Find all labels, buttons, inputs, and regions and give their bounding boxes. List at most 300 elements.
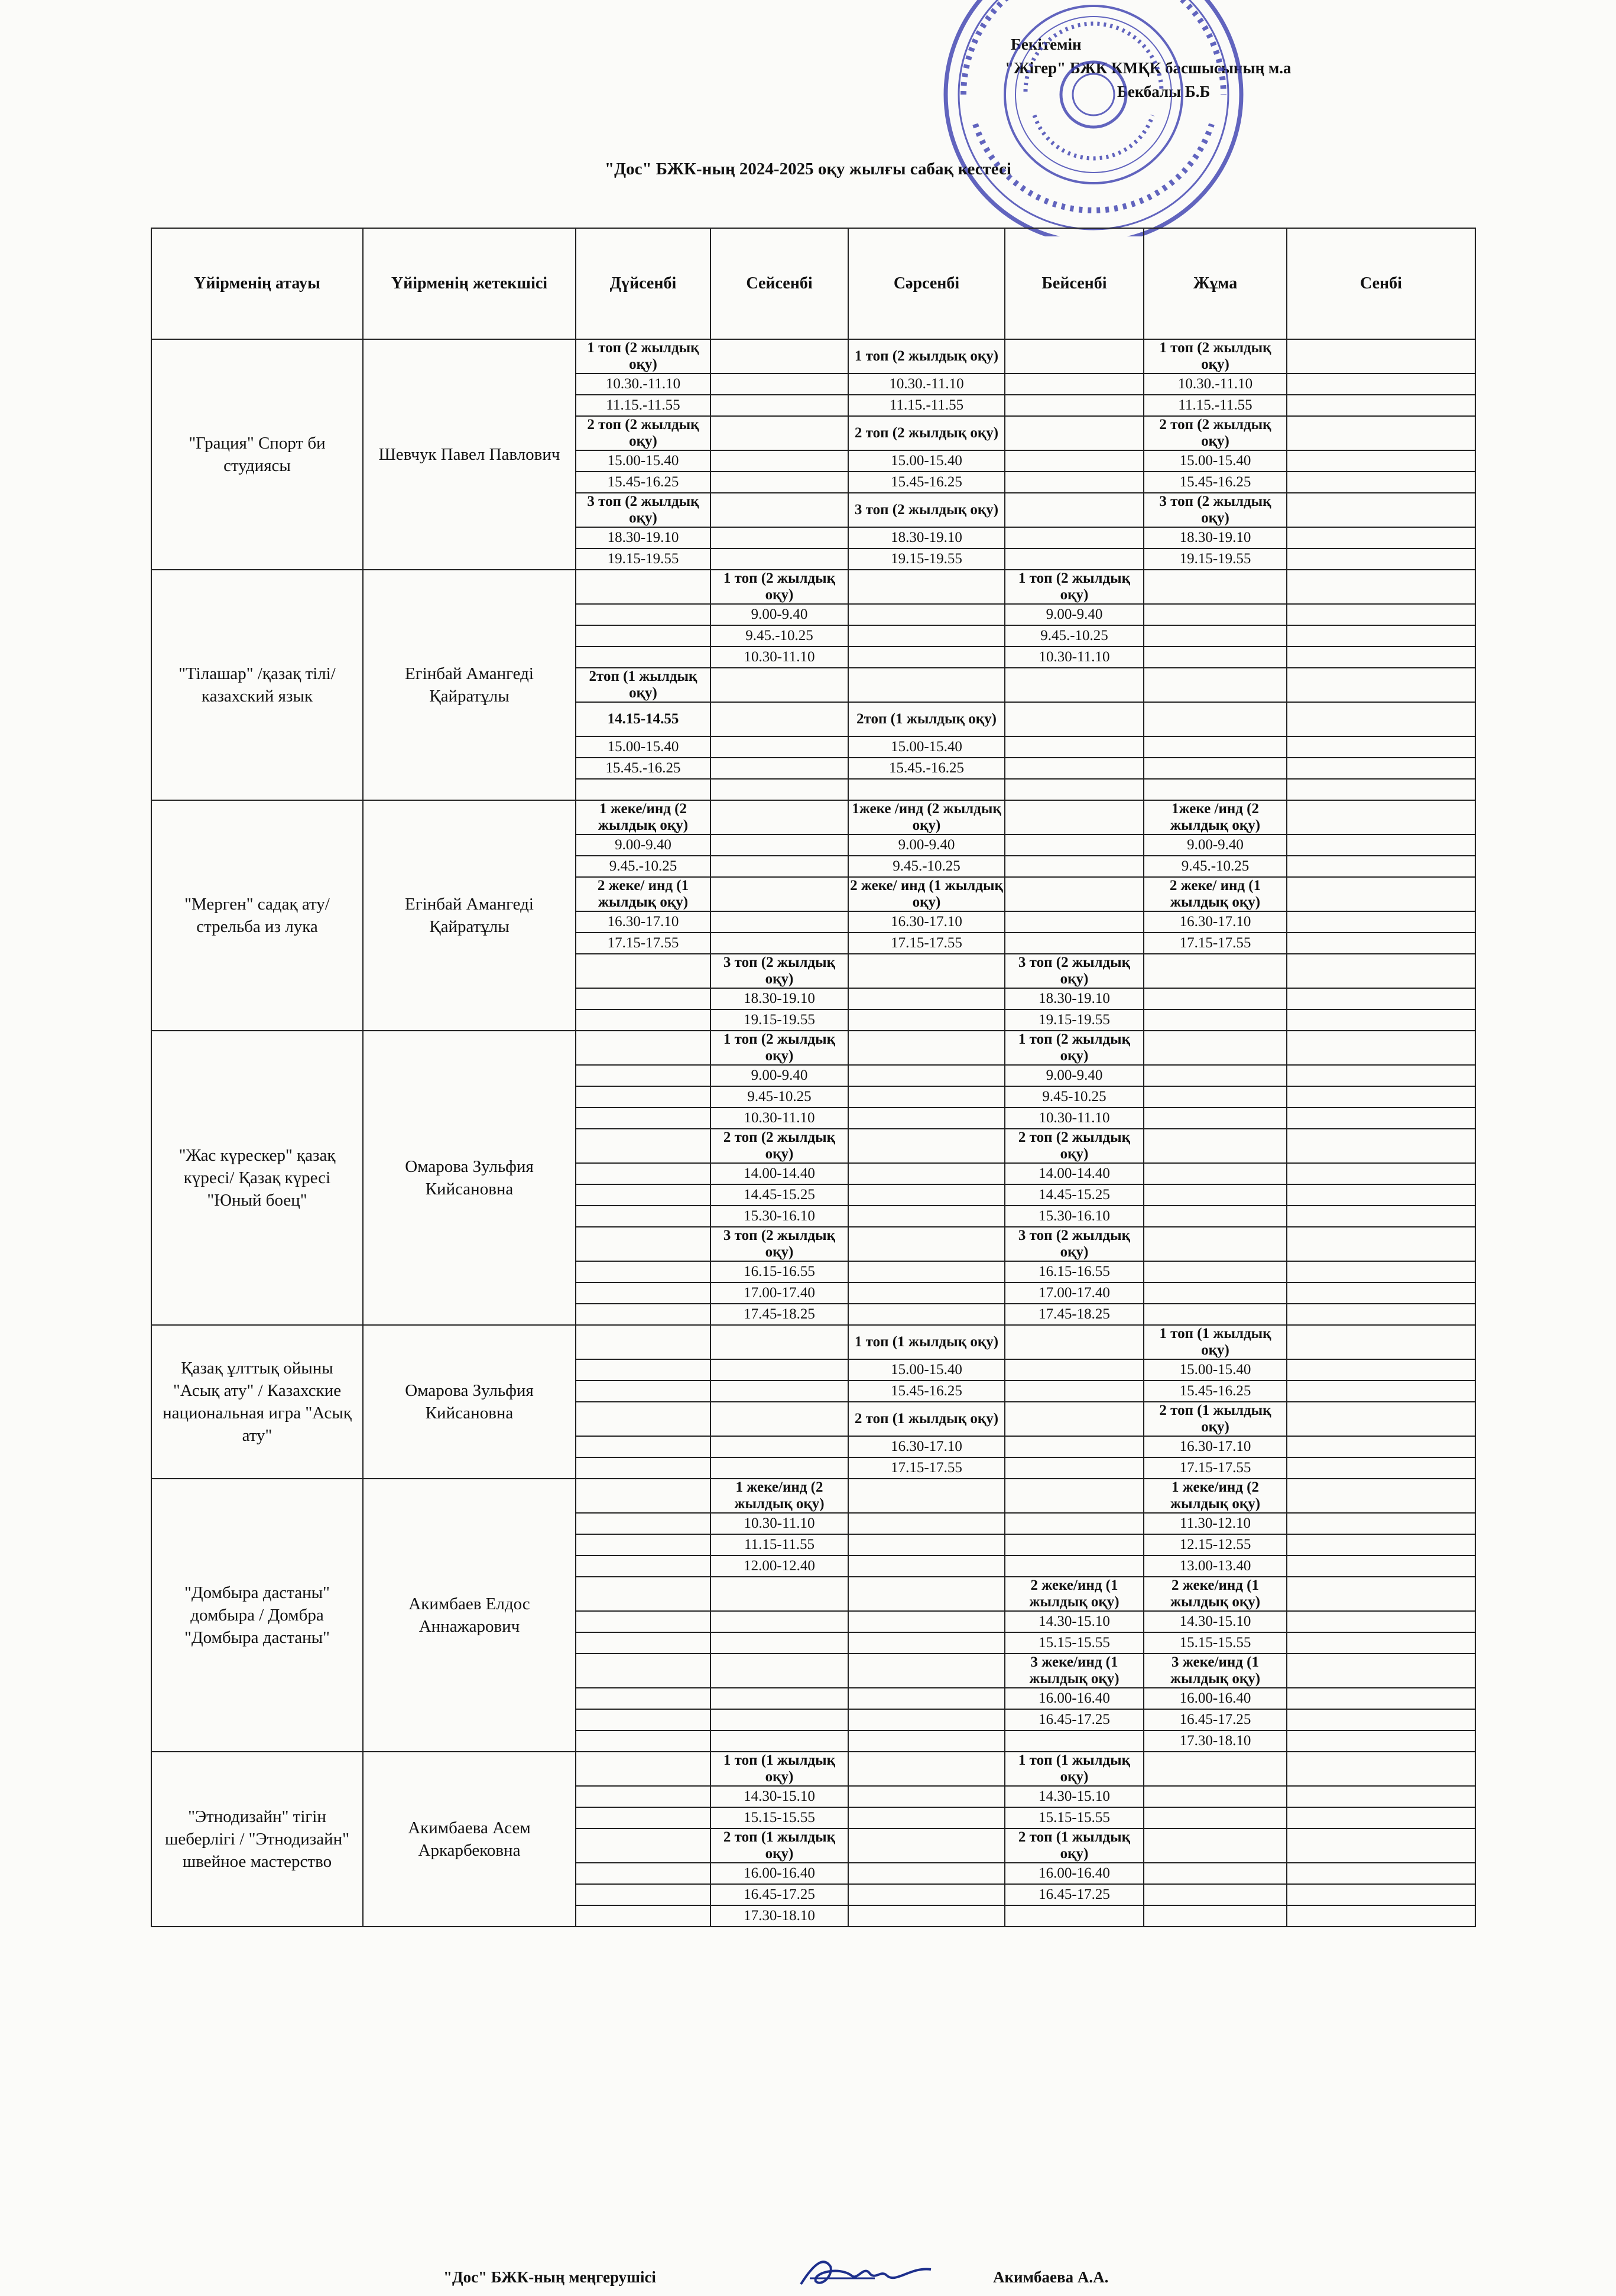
- schedule-cell: 1 топ (2 жылдық оқу): [576, 339, 710, 374]
- schedule-cell: 15.15-15.55: [1005, 1807, 1144, 1829]
- schedule-cell: [1144, 1065, 1287, 1086]
- schedule-cell: 9.00-9.40: [710, 1065, 848, 1086]
- schedule-cell: 17.15-17.55: [576, 933, 710, 954]
- schedule-cell: [1005, 834, 1144, 856]
- schedule-cell: [1287, 625, 1475, 647]
- schedule-cell: [848, 1577, 1005, 1611]
- schedule-cell: [848, 625, 1005, 647]
- schedule-cell: [1287, 395, 1475, 416]
- schedule-cell: [710, 1359, 848, 1381]
- signature-icon: [798, 2255, 934, 2293]
- schedule-cell: [1005, 1555, 1144, 1577]
- schedule-cell: [848, 1709, 1005, 1730]
- schedule-cell: [710, 472, 848, 493]
- schedule-cell: [848, 1786, 1005, 1807]
- schedule-cell: 16.30-17.10: [1144, 911, 1287, 933]
- schedule-cell: 2 топ (1 жылдық оқу): [848, 1402, 1005, 1436]
- schedule-cell: [710, 1436, 848, 1457]
- schedule-cell: [576, 1359, 710, 1381]
- schedule-cell: [1287, 1709, 1475, 1730]
- schedule-cell: [576, 1206, 710, 1227]
- club-leader: Егінбай Амангеді Қайратұлы: [363, 800, 576, 1031]
- schedule-cell: [1287, 1065, 1475, 1086]
- schedule-cell: 18.30-19.10: [1005, 988, 1144, 1009]
- schedule-cell: 15.45.-16.25: [848, 758, 1005, 779]
- schedule-cell: [1287, 1359, 1475, 1381]
- schedule-cell: 1 топ (2 жылдық оқу): [1144, 339, 1287, 374]
- schedule-cell: [1005, 1402, 1144, 1436]
- schedule-cell: [576, 1786, 710, 1807]
- schedule-cell: [848, 1688, 1005, 1709]
- schedule-cell: [1287, 1513, 1475, 1534]
- schedule-cell: [848, 1065, 1005, 1086]
- schedule-cell: 2 топ (2 жылдық оқу): [1005, 1129, 1144, 1163]
- schedule-cell: 1 топ (2 жылдық оқу): [710, 570, 848, 604]
- schedule-cell: [1287, 758, 1475, 779]
- schedule-cell: 9.00-9.40: [710, 604, 848, 625]
- schedule-cell: [1287, 1479, 1475, 1513]
- schedule-cell: [576, 1129, 710, 1163]
- schedule-cell: [848, 988, 1005, 1009]
- schedule-cell: [1144, 1829, 1287, 1863]
- schedule-cell: [1287, 1304, 1475, 1325]
- schedule-cell: 1 топ (2 жылдық оқу): [1005, 570, 1144, 604]
- header-cell: Сәрсенбі: [848, 228, 1005, 339]
- schedule-cell: 15.45.-16.25: [576, 758, 710, 779]
- schedule-cell: [576, 1555, 710, 1577]
- schedule-cell: 17.30-18.10: [710, 1905, 848, 1927]
- schedule-cell: [710, 548, 848, 570]
- schedule-cell: 10.30.-11.10: [1144, 374, 1287, 395]
- schedule-cell: 3 топ (2 жылдық оқу): [1005, 954, 1144, 988]
- schedule-cell: [710, 736, 848, 758]
- schedule-cell: [1005, 1436, 1144, 1457]
- schedule-cell: [1287, 1184, 1475, 1206]
- schedule-cell: 2 жеке/инд (1 жылдық оқу): [1005, 1577, 1144, 1611]
- schedule-cell: 3 жеке/инд (1 жылдық оқу): [1005, 1654, 1144, 1688]
- schedule-cell: 1 топ (2 жылдық оқу): [710, 1031, 848, 1065]
- schedule-cell: 15.00-15.40: [576, 736, 710, 758]
- club-leader: Шевчук Павел Павлович: [363, 339, 576, 570]
- schedule-cell: [1287, 779, 1475, 800]
- schedule-cell: [848, 1282, 1005, 1304]
- schedule-cell: [1144, 1227, 1287, 1261]
- schedule-cell: [710, 527, 848, 548]
- header-cell: Дүйсенбі: [576, 228, 710, 339]
- schedule-cell: 15.15-15.55: [1005, 1632, 1144, 1654]
- schedule-cell: 11.15.-11.55: [1144, 395, 1287, 416]
- schedule-cell: [1287, 988, 1475, 1009]
- schedule-cell: 16.00-16.40: [1144, 1688, 1287, 1709]
- schedule-cell: [1287, 933, 1475, 954]
- schedule-cell: 2топ (1 жылдық оқу): [576, 668, 710, 702]
- schedule-cell: 17.15-17.55: [1144, 933, 1287, 954]
- schedule-cell: 2 жеке/ инд (1 жылдық оқу): [576, 877, 710, 911]
- schedule-cell: [1005, 548, 1144, 570]
- schedule-cell: 16.30-17.10: [848, 911, 1005, 933]
- schedule-cell: 15.00-15.40: [1144, 1359, 1287, 1381]
- schedule-cell: [1287, 954, 1475, 988]
- schedule-cell: 16.45-17.25: [1005, 1884, 1144, 1905]
- schedule-cell: [1287, 416, 1475, 450]
- schedule-cell: 14.30-15.10: [1144, 1611, 1287, 1632]
- schedule-cell: [1287, 1884, 1475, 1905]
- schedule-cell: [576, 647, 710, 668]
- schedule-cell: [848, 1555, 1005, 1577]
- schedule-cell: [848, 1905, 1005, 1927]
- schedule-cell: 14.00-14.40: [710, 1163, 848, 1184]
- schedule-cell: [1287, 911, 1475, 933]
- schedule-cell: [1287, 570, 1475, 604]
- schedule-cell: [576, 1611, 710, 1632]
- schedule-cell: [1005, 1325, 1144, 1359]
- schedule-cell: [848, 1807, 1005, 1829]
- schedule-cell: [1287, 736, 1475, 758]
- schedule-cell: [848, 1654, 1005, 1688]
- schedule-cell: [848, 1227, 1005, 1261]
- schedule-cell: [1144, 1807, 1287, 1829]
- schedule-cell: [710, 1381, 848, 1402]
- schedule-cell: 9.45.-10.25: [1005, 625, 1144, 647]
- schedule-cell: [1287, 1577, 1475, 1611]
- schedule-cell: [848, 1479, 1005, 1513]
- schedule-cell: [848, 1884, 1005, 1905]
- schedule-cell: [848, 1752, 1005, 1786]
- schedule-cell: 19.15-19.55: [848, 548, 1005, 570]
- schedule-cell: 9.00-9.40: [1005, 604, 1144, 625]
- schedule-cell: [1144, 1884, 1287, 1905]
- schedule-cell: 16.00-16.40: [710, 1863, 848, 1884]
- schedule-cell: [1005, 933, 1144, 954]
- schedule-cell: [1287, 548, 1475, 570]
- schedule-cell: [576, 1325, 710, 1359]
- schedule-cell: [848, 1031, 1005, 1065]
- schedule-cell: [1287, 1282, 1475, 1304]
- schedule-cell: [848, 570, 1005, 604]
- schedule-cell: [576, 1479, 710, 1513]
- club-name: "Грация" Спорт би студиясы: [151, 339, 363, 570]
- schedule-cell: 18.30-19.10: [710, 988, 848, 1009]
- schedule-cell: [710, 1457, 848, 1479]
- schedule-cell: [1287, 1227, 1475, 1261]
- schedule-cell: [576, 1577, 710, 1611]
- schedule-cell: 17.30-18.10: [1144, 1730, 1287, 1752]
- schedule-cell: 14.15-14.55: [576, 702, 710, 736]
- schedule-cell: [576, 1730, 710, 1752]
- schedule-cell: [1005, 374, 1144, 395]
- schedule-cell: 15.45-16.25: [576, 472, 710, 493]
- schedule-cell: [1005, 702, 1144, 736]
- table-row: [151, 1031, 1475, 1065]
- schedule-cell: 9.45.-10.25: [576, 856, 710, 877]
- schedule-cell: 3 топ (2 жылдық оқу): [1144, 493, 1287, 527]
- schedule-cell: [1144, 1863, 1287, 1884]
- schedule-cell: [1287, 1807, 1475, 1829]
- schedule-cell: 3 топ (2 жылдық оқу): [576, 493, 710, 527]
- schedule-cell: [710, 1730, 848, 1752]
- schedule-cell: [576, 1752, 710, 1786]
- schedule-cell: 2 топ (1 жылдық оқу): [1005, 1829, 1144, 1863]
- schedule-cell: [1287, 877, 1475, 911]
- schedule-cell: [1287, 1654, 1475, 1688]
- schedule-cell: [576, 1108, 710, 1129]
- schedule-cell: [1287, 1381, 1475, 1402]
- schedule-cell: [576, 1829, 710, 1863]
- schedule-cell: [710, 702, 848, 736]
- schedule-cell: [1005, 1513, 1144, 1534]
- schedule-cell: 15.30-16.10: [1005, 1206, 1144, 1227]
- approval-line-2: "Жігер" БЖК КМҚК басшысының м.а: [1005, 59, 1291, 77]
- schedule-cell: 9.00-9.40: [1144, 834, 1287, 856]
- schedule-cell: [1287, 800, 1475, 834]
- schedule-cell: [576, 1807, 710, 1829]
- schedule-cell: [1287, 472, 1475, 493]
- schedule-cell: [1287, 1261, 1475, 1282]
- schedule-cell: 2топ (1 жылдық оқу): [848, 702, 1005, 736]
- schedule-cell: [1287, 527, 1475, 548]
- schedule-cell: 16.15-16.55: [710, 1261, 848, 1282]
- club-name: "Тілашар" /қазақ тілі/казахский язык: [151, 570, 363, 800]
- schedule-cell: [576, 954, 710, 988]
- schedule-cell: [710, 1402, 848, 1436]
- schedule-cell: [1005, 736, 1144, 758]
- schedule-cell: [710, 933, 848, 954]
- schedule-cell: [710, 1632, 848, 1654]
- schedule-cell: [710, 1611, 848, 1632]
- schedule-cell: 2 топ (1 жылдық оқу): [710, 1829, 848, 1863]
- schedule-cell: [1005, 395, 1144, 416]
- schedule-cell: [1144, 1031, 1287, 1065]
- schedule-cell: 16.30-17.10: [848, 1436, 1005, 1457]
- club-name: "Домбыра дастаны" домбыра / Домбра "Домбыра дастаны": [151, 1479, 363, 1752]
- schedule-cell: [848, 954, 1005, 988]
- schedule-cell: [1287, 1863, 1475, 1884]
- schedule-cell: [710, 416, 848, 450]
- table-row: [151, 800, 1475, 834]
- schedule-cell: 15.30-16.10: [710, 1206, 848, 1227]
- schedule-cell: [1144, 570, 1287, 604]
- schedule-cell: [710, 800, 848, 834]
- schedule-cell: [576, 604, 710, 625]
- schedule-cell: [1005, 416, 1144, 450]
- schedule-cell: [1144, 1184, 1287, 1206]
- schedule-cell: [1287, 702, 1475, 736]
- schedule-cell: [848, 1129, 1005, 1163]
- schedule-cell: 11.15-11.55: [710, 1534, 848, 1555]
- schedule-cell: [576, 1282, 710, 1304]
- schedule-cell: [576, 1402, 710, 1436]
- schedule-cell: 2 жеке/инд (1 жылдық оқу): [1144, 1577, 1287, 1611]
- schedule-cell: 10.30.-11.10: [848, 374, 1005, 395]
- schedule-cell: [1287, 1786, 1475, 1807]
- schedule-cell: 10.30-11.10: [710, 1108, 848, 1129]
- schedule-cell: 17.15-17.55: [848, 933, 1005, 954]
- header-cell: Жұма: [1144, 228, 1287, 339]
- schedule-cell: 9.45-10.25: [1005, 1086, 1144, 1108]
- schedule-cell: 1 топ (1 жылдық оқу): [848, 1325, 1005, 1359]
- schedule-cell: [576, 1381, 710, 1402]
- schedule-cell: 1 жеке/инд (2 жылдық оқу): [1144, 1479, 1287, 1513]
- schedule-cell: 16.30-17.10: [1144, 1436, 1287, 1457]
- schedule-cell: 15.15-15.55: [1144, 1632, 1287, 1654]
- schedule-cell: 14.45-15.25: [710, 1184, 848, 1206]
- schedule-cell: [710, 493, 848, 527]
- schedule-cell: [1287, 604, 1475, 625]
- schedule-cell: [576, 1654, 710, 1688]
- schedule-cell: [1287, 1325, 1475, 1359]
- schedule-cell: [848, 604, 1005, 625]
- document-title: "Дос" БЖК-ның 2024-2025 оқу жылғы сабақ кестесі: [605, 160, 1011, 178]
- schedule-cell: [710, 834, 848, 856]
- footer-signer: Акимбаева А.А.: [993, 2268, 1109, 2286]
- schedule-cell: [848, 1304, 1005, 1325]
- schedule-cell: [710, 1325, 848, 1359]
- schedule-cell: 17.45-18.25: [710, 1304, 848, 1325]
- schedule-cell: [1005, 1905, 1144, 1927]
- schedule-cell: 2 топ (2 жылдық оқу): [1144, 416, 1287, 450]
- schedule-cell: [1287, 493, 1475, 527]
- schedule-cell: [848, 1184, 1005, 1206]
- schedule-cell: [848, 1206, 1005, 1227]
- schedule-cell: 3 топ (2 жылдық оқу): [710, 1227, 848, 1261]
- schedule-cell: [1144, 1129, 1287, 1163]
- schedule-cell: [1005, 1457, 1144, 1479]
- schedule-cell: [1287, 1905, 1475, 1927]
- schedule-cell: [1287, 1457, 1475, 1479]
- schedule-cell: [1287, 1009, 1475, 1031]
- schedule-cell: [576, 1534, 710, 1555]
- header-row: [151, 228, 1475, 339]
- table-row: [151, 1752, 1475, 1786]
- club-name: "Мерген" садақ ату/ стрельба из лука: [151, 800, 363, 1031]
- schedule-cell: 1 топ (1 жылдық оқу): [1144, 1325, 1287, 1359]
- schedule-cell: 11.30-12.10: [1144, 1513, 1287, 1534]
- schedule-cell: [576, 1065, 710, 1086]
- schedule-cell: [1287, 1108, 1475, 1129]
- schedule-cell: [848, 647, 1005, 668]
- schedule-cell: 19.15-19.55: [576, 548, 710, 570]
- schedule-cell: [1287, 450, 1475, 472]
- schedule-cell: [848, 1829, 1005, 1863]
- schedule-cell: 1 жеке/инд (2 жылдық оқу): [710, 1479, 848, 1513]
- schedule-cell: 3 топ (2 жылдық оқу): [710, 954, 848, 988]
- schedule-cell: [1144, 1905, 1287, 1927]
- schedule-cell: [576, 1457, 710, 1479]
- schedule-cell: [1144, 1163, 1287, 1184]
- schedule-cell: [1287, 856, 1475, 877]
- schedule-cell: [848, 1086, 1005, 1108]
- club-name: "Жас күрескер" қазақ күресі/ Қазақ күресі "Юный боец": [151, 1031, 363, 1325]
- schedule-cell: [1287, 1611, 1475, 1632]
- schedule-cell: 9.45.-10.25: [1144, 856, 1287, 877]
- schedule-cell: 11.15.-11.55: [848, 395, 1005, 416]
- table-row: [151, 339, 1475, 374]
- schedule-cell: 18.30-19.10: [848, 527, 1005, 548]
- schedule-cell: [576, 1086, 710, 1108]
- schedule-cell: 1 топ (1 жылдық оқу): [710, 1752, 848, 1786]
- schedule-cell: [848, 1108, 1005, 1129]
- club-name: "Этнодизайн" тігін шеберлігі / "Этнодизайн" швейное мастерство: [151, 1752, 363, 1927]
- schedule-cell: [848, 1632, 1005, 1654]
- schedule-cell: 3 топ (2 жылдық оқу): [848, 493, 1005, 527]
- schedule-cell: 9.45.-10.25: [710, 625, 848, 647]
- schedule-cell: 2 топ (2 жылдық оқу): [710, 1129, 848, 1163]
- schedule-cell: 12.15-12.55: [1144, 1534, 1287, 1555]
- schedule-cell: [1287, 1730, 1475, 1752]
- schedule-cell: 15.00-15.40: [848, 1359, 1005, 1381]
- schedule-cell: [848, 779, 1005, 800]
- header-cell: Үйірменің атауы: [151, 228, 363, 339]
- schedule-cell: [1287, 1829, 1475, 1863]
- schedule-cell: 9.45.-10.25: [848, 856, 1005, 877]
- approval-line-3: Бекбалы Б.Б: [1117, 83, 1211, 100]
- header-cell: Үйірменің жетекшісі: [363, 228, 576, 339]
- table-row: [151, 570, 1475, 604]
- schedule-cell: [1144, 1108, 1287, 1129]
- schedule-cell: 1 топ (2 жылдық оқу): [1005, 1031, 1144, 1065]
- schedule-cell: [710, 339, 848, 374]
- schedule-cell: [576, 1688, 710, 1709]
- schedule-cell: 17.45-18.25: [1005, 1304, 1144, 1325]
- schedule-cell: [848, 668, 1005, 702]
- schedule-cell: 13.00-13.40: [1144, 1555, 1287, 1577]
- schedule-cell: [1005, 1381, 1144, 1402]
- header-cell: Сенбі: [1287, 228, 1475, 339]
- schedule-cell: 15.45-16.25: [848, 472, 1005, 493]
- schedule-cell: [710, 779, 848, 800]
- schedule-cell: [576, 1031, 710, 1065]
- schedule-cell: 2 жеке/ инд (1 жылдық оқу): [1144, 877, 1287, 911]
- schedule-table: [151, 228, 1476, 1927]
- schedule-cell: [1005, 1359, 1144, 1381]
- schedule-cell: [1005, 877, 1144, 911]
- schedule-cell: [848, 1163, 1005, 1184]
- schedule-cell: 1 жеке/инд (2 жылдық оқу): [576, 800, 710, 834]
- schedule-cell: 16.00-16.40: [1005, 1688, 1144, 1709]
- schedule-cell: 9.00-9.40: [1005, 1065, 1144, 1086]
- schedule-cell: 2 жеке/ инд (1 жылдық оқу): [848, 877, 1005, 911]
- schedule-cell: 16.15-16.55: [1005, 1261, 1144, 1282]
- schedule-cell: [576, 1163, 710, 1184]
- schedule-cell: 19.15-19.55: [1005, 1009, 1144, 1031]
- schedule-cell: [1144, 1304, 1287, 1325]
- schedule-cell: [1005, 472, 1144, 493]
- club-leader: Егінбай Амангеді Қайратұлы: [363, 570, 576, 800]
- schedule-cell: [1144, 1009, 1287, 1031]
- schedule-cell: 2 топ (2 жылдық оқу): [576, 416, 710, 450]
- schedule-cell: [1005, 800, 1144, 834]
- schedule-cell: [1005, 856, 1144, 877]
- schedule-cell: [576, 625, 710, 647]
- schedule-cell: 17.15-17.55: [1144, 1457, 1287, 1479]
- schedule-cell: [576, 1227, 710, 1261]
- schedule-cell: [848, 1534, 1005, 1555]
- schedule-cell: [1005, 779, 1144, 800]
- schedule-cell: [576, 1513, 710, 1534]
- schedule-cell: [848, 1863, 1005, 1884]
- schedule-cell: [1287, 1688, 1475, 1709]
- club-leader: Омарова Зульфия Кийсановна: [363, 1325, 576, 1479]
- schedule-cell: [1144, 1282, 1287, 1304]
- schedule-cell: [1144, 647, 1287, 668]
- schedule-cell: 2 топ (1 жылдық оқу): [1144, 1402, 1287, 1436]
- schedule-cell: 19.15-19.55: [710, 1009, 848, 1031]
- schedule-cell: [1144, 988, 1287, 1009]
- schedule-cell: [576, 1632, 710, 1654]
- schedule-cell: [1005, 1534, 1144, 1555]
- schedule-cell: [1287, 1031, 1475, 1065]
- schedule-cell: 14.30-15.10: [1005, 1786, 1144, 1807]
